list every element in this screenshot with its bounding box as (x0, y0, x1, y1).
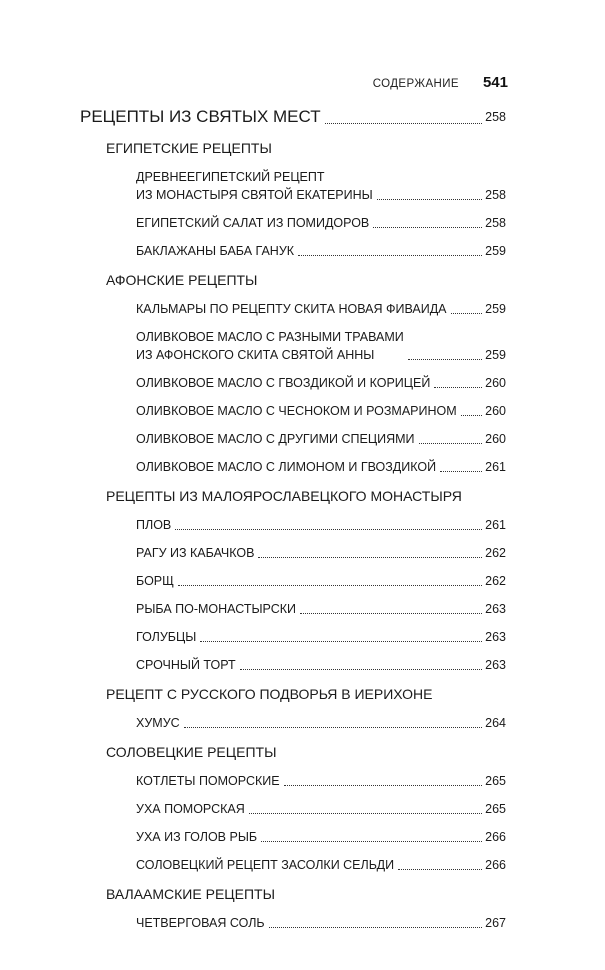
running-head (373, 74, 508, 91)
toc-entry-title-line: КАЛЬМАРЫ ПО РЕЦЕПТУ СКИТА НОВАЯ ФИВАИДА (136, 302, 447, 316)
toc-entry-page: 262 (485, 574, 506, 588)
dot-leader (184, 727, 482, 728)
toc-section (80, 138, 506, 158)
toc-entry-title-line: УХА ИЗ ГОЛОВ РЫБ (136, 830, 258, 844)
toc-entry-title-line: ГОЛУБЦЫ (136, 630, 197, 644)
toc-entry-title-line: АФОНСКИЕ РЕЦЕПТЫ (106, 272, 258, 288)
toc-entry-title (136, 828, 257, 846)
dot-leader (461, 415, 483, 416)
toc-entry-title (106, 884, 275, 904)
toc-entry (80, 800, 506, 818)
toc-entry-title-line: ОЛИВКОВОЕ МАСЛО С ДРУГИМИ СПЕЦИЯМИ (136, 432, 415, 446)
toc-entry-title (136, 374, 430, 392)
toc-entry-title-line: ОЛИВКОВОЕ МАСЛО С ЧЕСНОКОМ И РОЗМАРИНОМ (136, 404, 457, 418)
dot-leader (284, 785, 483, 786)
toc-entry-page: 260 (485, 432, 506, 446)
toc-section (80, 486, 506, 506)
toc-entry-title (136, 914, 265, 932)
toc-entry-page: 267 (485, 916, 506, 930)
toc-entry-title-line: СОЛОВЕЦКИЕ РЕЦЕПТЫ (106, 744, 277, 760)
toc-entry-page: 265 (485, 774, 506, 788)
toc-part (80, 106, 506, 128)
toc-entry (80, 458, 506, 476)
toc-entry-title-line: ОЛИВКОВОЕ МАСЛО С РАЗНЫМИ ТРАВАМИ (136, 330, 404, 344)
toc-entry-title (136, 214, 369, 232)
dot-leader (440, 471, 482, 472)
toc-entry-title (106, 742, 276, 762)
toc-entry-title (136, 714, 180, 732)
toc-entry-title-line: ХУМУС (136, 716, 180, 730)
toc-entry-title-line: ИЗ АФОНСКОГО СКИТА СВЯТОЙ АННЫ (136, 348, 375, 362)
toc-entry-title (136, 402, 457, 420)
toc-entry (80, 914, 506, 932)
toc-entry (80, 402, 506, 420)
toc-entry-title (136, 458, 436, 476)
dot-leader (175, 529, 482, 530)
toc-entry (80, 544, 506, 562)
toc-entry (80, 242, 506, 260)
dot-leader (240, 669, 483, 670)
toc-entry-title (136, 600, 296, 618)
toc-entry-title-line: ОЛИВКОВОЕ МАСЛО С ЛИМОНОМ И ГВОЗДИКОЙ (136, 460, 437, 474)
toc-entry-page: 261 (485, 460, 506, 474)
toc-entry-title (136, 656, 236, 674)
toc-entry-title-line: РЕЦЕПТЫ ИЗ СВЯТЫХ МЕСТ (80, 107, 321, 126)
toc-entry-page: 264 (485, 716, 506, 730)
toc-section (80, 684, 506, 704)
toc-entry-title (136, 800, 245, 818)
table-of-contents (80, 106, 506, 932)
toc-entry-title (136, 168, 373, 204)
dot-leader (398, 869, 482, 870)
dot-leader (300, 613, 482, 614)
toc-entry-page: 258 (485, 216, 506, 230)
toc-entry-page: 266 (485, 830, 506, 844)
toc-entry-title-line: ЕГИПЕТСКИЕ РЕЦЕПТЫ (106, 140, 272, 156)
toc-entry (80, 572, 506, 590)
dot-leader (419, 443, 483, 444)
toc-entry-title-line: ОЛИВКОВОЕ МАСЛО С ГВОЗДИКОЙ И КОРИЦЕЙ (136, 376, 431, 390)
toc-entry-title-line: РАГУ ИЗ КАБАЧКОВ (136, 546, 255, 560)
toc-entry-page: 258 (485, 110, 506, 124)
dot-leader (178, 585, 482, 586)
toc-entry-page: 263 (485, 602, 506, 616)
toc-entry-page: 266 (485, 858, 506, 872)
toc-entry-page: 259 (485, 348, 506, 362)
dot-leader (434, 387, 482, 388)
toc-entry (80, 628, 506, 646)
toc-entry-page: 261 (485, 518, 506, 532)
dot-leader (325, 123, 483, 124)
dot-leader (249, 813, 482, 814)
toc-entry-title-line: СОЛОВЕЦКИЙ РЕЦЕПТ ЗАСОЛКИ СЕЛЬДИ (136, 858, 395, 872)
toc-entry-page: 263 (485, 630, 506, 644)
toc-entry (80, 214, 506, 232)
toc-entry (80, 516, 506, 534)
toc-entry-title (136, 516, 171, 534)
toc-entry (80, 772, 506, 790)
toc-entry-title (136, 572, 174, 590)
toc-entry-title-line: ИЗ МОНАСТЫРЯ СВЯТОЙ ЕКАТЕРИНЫ (136, 188, 373, 202)
toc-entry (80, 300, 506, 318)
toc-entry-page: 262 (485, 546, 506, 560)
toc-entry-page: 263 (485, 658, 506, 672)
toc-entry-title (136, 628, 196, 646)
toc-entry-title (136, 328, 404, 364)
toc-entry-page: 260 (485, 376, 506, 390)
section-title: СОДЕРЖАНИЕ (372, 78, 459, 90)
toc-entry-title-line: КОТЛЕТЫ ПОМОРСКИЕ (136, 774, 280, 788)
toc-entry-title (106, 138, 272, 158)
toc-entry-title-line: ДРЕВНЕЕГИПЕТСКИЙ РЕЦЕПТ (136, 170, 325, 184)
toc-entry-title (106, 270, 257, 290)
dot-leader (451, 313, 483, 314)
dot-leader (298, 255, 482, 256)
toc-entry-title (136, 544, 254, 562)
dot-leader (200, 641, 482, 642)
toc-entry-page: 259 (485, 302, 506, 316)
toc-entry (80, 168, 506, 204)
dot-leader (373, 227, 482, 228)
toc-entry-title-line: ЕГИПЕТСКИЙ САЛАТ ИЗ ПОМИДОРОВ (136, 216, 370, 230)
dot-leader (408, 359, 482, 360)
toc-entry-title-line: УХА ПОМОРСКАЯ (136, 802, 245, 816)
toc-section (80, 742, 506, 762)
toc-entry (80, 430, 506, 448)
toc-entry-title-line: ЧЕТВЕРГОВАЯ СОЛЬ (136, 916, 265, 930)
toc-entry-title (136, 772, 280, 790)
toc-section (80, 270, 506, 290)
dot-leader (269, 927, 483, 928)
toc-section (80, 884, 506, 904)
toc-entry (80, 856, 506, 874)
toc-entry-title-line: СРОЧНЫЙ ТОРТ (136, 658, 236, 672)
dot-leader (377, 199, 482, 200)
toc-entry-title (106, 486, 462, 506)
dot-leader (258, 557, 482, 558)
toc-entry-page: 258 (485, 188, 506, 202)
toc-entry-page: 259 (485, 244, 506, 258)
toc-entry-title-line: ВАЛААМСКИЕ РЕЦЕПТЫ (106, 886, 275, 902)
toc-entry (80, 600, 506, 618)
toc-entry-title-line: РЫБА ПО-МОНАСТЫРСКИ (136, 602, 297, 616)
toc-entry-page: 260 (485, 404, 506, 418)
toc-entry (80, 656, 506, 674)
toc-entry-page: 265 (485, 802, 506, 816)
toc-entry-title (136, 856, 394, 874)
toc-entry-title-line: РЕЦЕПТ С РУССКОГО ПОДВОРЬЯ В ИЕРИХОНЕ (106, 686, 433, 702)
toc-entry (80, 328, 506, 364)
toc-entry-title (80, 106, 321, 128)
toc-entry-title-line: БОРЩ (136, 574, 174, 588)
toc-entry-title (106, 684, 433, 704)
toc-entry-title-line: ПЛОВ (136, 518, 172, 532)
toc-entry (80, 828, 506, 846)
toc-entry-title-line: РЕЦЕПТЫ ИЗ МАЛОЯРОСЛАВЕЦКОГО МОНАСТЫРЯ (106, 488, 462, 504)
toc-entry-title-line: БАКЛАЖАНЫ БАБА ГАНУК (136, 244, 295, 258)
toc-entry-title (136, 242, 294, 260)
page-number: 541 (482, 74, 508, 91)
toc-entry-title (136, 430, 415, 448)
toc-entry-title (136, 300, 447, 318)
dot-leader (261, 841, 482, 842)
toc-entry (80, 714, 506, 732)
toc-entry (80, 374, 506, 392)
